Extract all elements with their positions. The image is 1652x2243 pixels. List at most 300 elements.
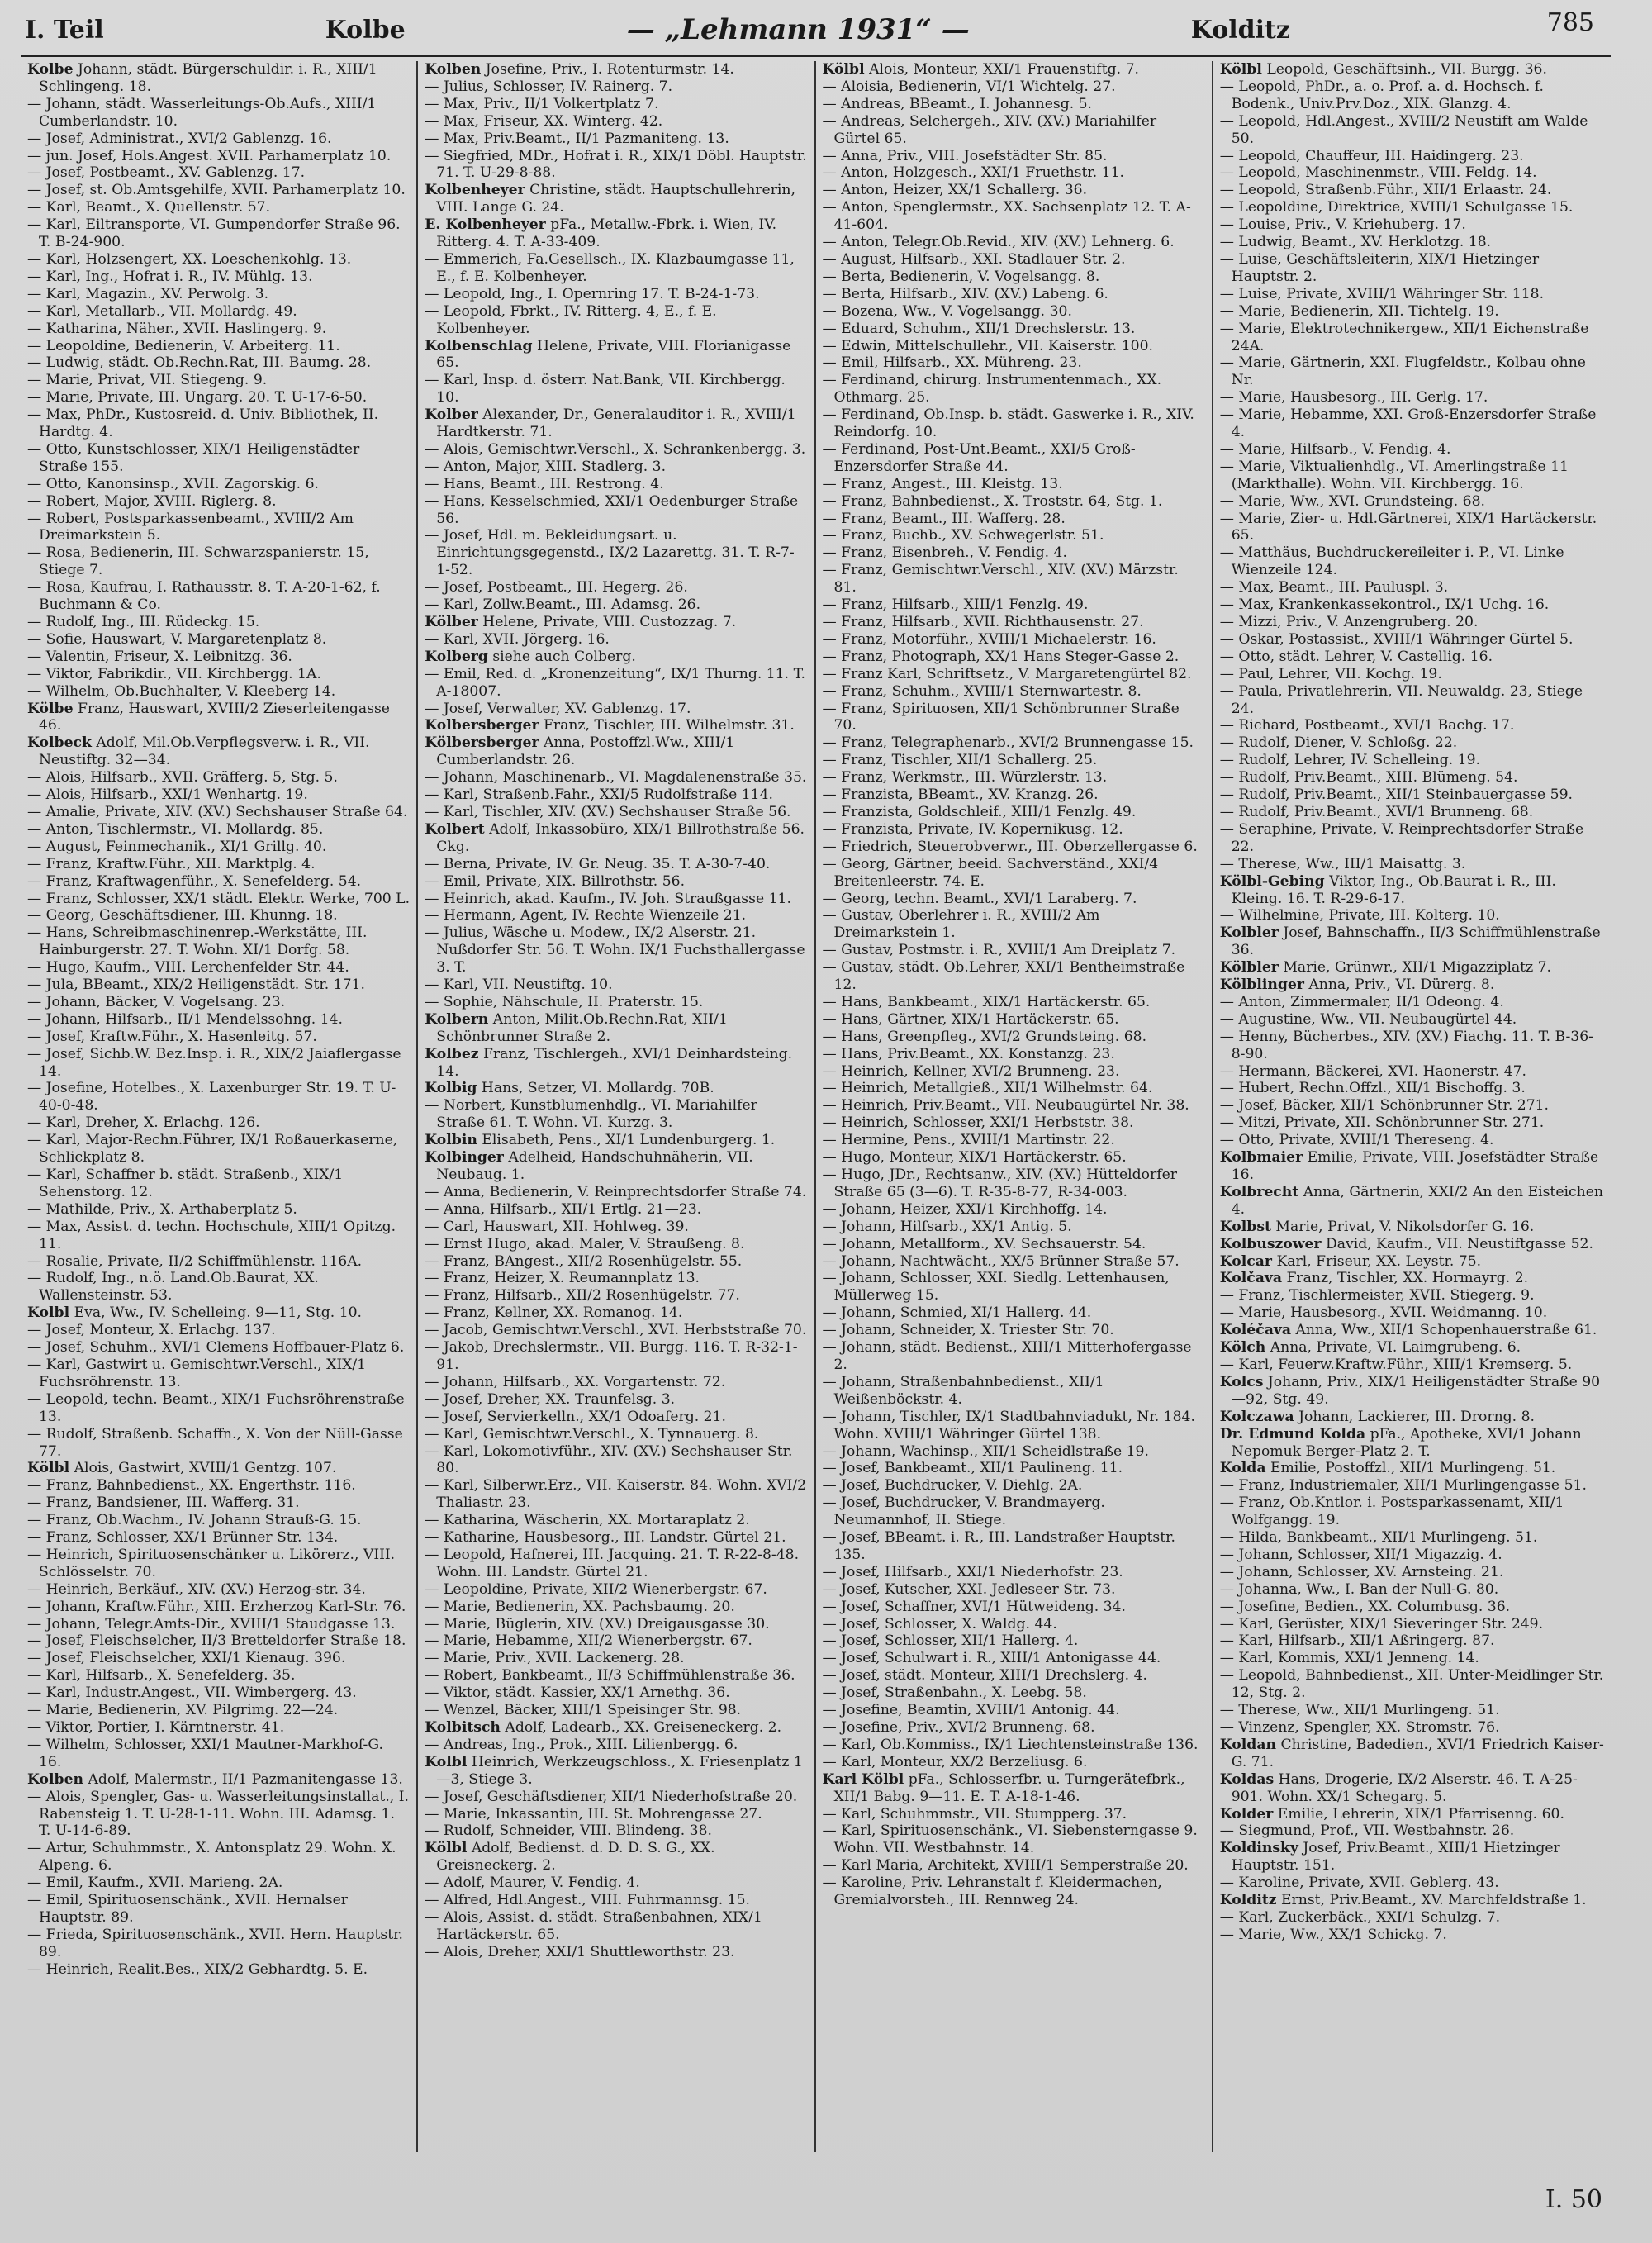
entry-surname: Kolbig [425, 1080, 477, 1097]
entry-text: — Anton, Tischlermstr., VI. Mollardg. 85. [27, 820, 324, 838]
directory-entry [27, 321, 410, 338]
directory-entry [425, 1409, 807, 1426]
entry-text: — Johann, Metallform., XV. Sechsauerstr. 54. [822, 1235, 1146, 1252]
entry-text: — Emmerich, Fa.Gesellsch., IX. Klazbaumgasse 11, E., f. E. Kolbenheyer. [425, 250, 795, 285]
directory-entry [27, 821, 410, 839]
directory-entry [1220, 1409, 1604, 1426]
directory-entry [1220, 1304, 1604, 1322]
entry-text: — Jula, BBeamt., XIX/2 Heiligenstädt. Str. 171. [27, 977, 365, 994]
entry-text: — Josef, Bankbeamt., XII/1 Paulineng. 11. [822, 1460, 1123, 1477]
entry-text: Emilie, Postoffzl., XII/1 Murlingeng. 51. [1270, 1460, 1556, 1477]
directory-entry [27, 649, 410, 666]
entry-surname: Koldas [1219, 1770, 1275, 1788]
entry-text: — Katharina, Näher., XVII. Haslingerg. 9. [27, 320, 327, 337]
entry-text: Anna, Gärtnerin, XXI/2 An den Eisteichen 4. [1231, 1183, 1603, 1218]
directory-entry [823, 1754, 1205, 1771]
directory-entry [823, 372, 1205, 406]
entry-text: — Hans, Greenpfleg., XVI/2 Grundsteing. 68. [822, 1028, 1147, 1045]
entry-surname: Kolbuszower [1219, 1235, 1322, 1252]
directory-entry [27, 1219, 410, 1253]
entry-text: — Henny, Bücherbes., XIV. (XV.) Fiachg. 11. T. B-36-8-90. [1219, 1028, 1593, 1062]
entry-text: — Anton, Major, XIII. Stadlerg. 3. [425, 458, 667, 475]
entry-surname: Kolbinger [425, 1149, 504, 1167]
directory-entry [425, 286, 807, 303]
directory-entry [27, 579, 410, 614]
directory-entry [425, 1391, 807, 1409]
entry-text: Christine, städt. Hauptschullehrerin, VIII. Lange G. 24. [436, 182, 795, 216]
entry-text: — Johanna, Ww., I. Ban der Null-G. 80. [1219, 1580, 1499, 1598]
entry-text: — Karl, Lokomotivführ., XIV. (XV.) Sechshauser Str. 80. [425, 1442, 793, 1477]
entry-text: — Josef, Kraftw.Führ., X. Hasenleitg. 57. [27, 1028, 317, 1045]
entry-text: — Josef, Dreher, XX. Traunfelsg. 3. [425, 1390, 676, 1408]
entry-text: — Franz, Schuhm., XVIII/1 Sternwartestr. 8. [822, 682, 1142, 700]
directory-entry [823, 441, 1205, 476]
entry-text: — Max, Beamt., III. Pauluspl. 3. [1219, 579, 1449, 596]
directory-entry [1220, 1097, 1604, 1114]
entry-text: — Leopold, Maschinenmstr., VIII. Feldg. 14. [1219, 164, 1537, 182]
directory-entry [1220, 1771, 1604, 1806]
entry-text: — Marie, Zier- u. Hdl.Gärtnerei, XIX/1 Hartäckerstr. 65. [1219, 510, 1597, 544]
directory-entry [823, 1029, 1205, 1046]
entry-text: — Karl, Monteur, XX/2 Berzeliusg. 6. [822, 1753, 1088, 1770]
directory-entry [27, 406, 410, 441]
entry-text: — Emil, Spirituosenschänk., XVII. Hernalser Hauptstr. 89. [27, 1892, 348, 1926]
directory-entry [1220, 1132, 1604, 1149]
entry-text: — Franz, Motorführ., XVIII/1 Michaelerstr. 16. [822, 630, 1156, 648]
entry-surname: Kolbert [425, 820, 485, 838]
entry-text: — jun. Josef, Hols.Angest. XVII. Parhamerplatz 10. [27, 147, 392, 164]
directory-entry [425, 1339, 807, 1374]
entry-text: — Rudolf, Diener, V. Schloßg. 22. [1219, 734, 1458, 752]
entry-text: Ernst, Priv.Beamt., XV. Marchfeldstraße 1. [1281, 1892, 1587, 1909]
entry-surname: Kolbler [1219, 924, 1279, 942]
directory-entry [1220, 1426, 1604, 1461]
entry-surname: Kolbl [27, 1304, 70, 1322]
directory-entry [1220, 1927, 1604, 1944]
entry-text: — Karl, Gastwirt u. Gemischtwr.Verschl., XIX/1 Fuchsröhrenstr. 13. [27, 1356, 367, 1390]
entry-text: — Katharina, Wäscherin, XX. Mortaraplatz 2. [425, 1512, 750, 1529]
entry-text: — Hans, Gärtner, XIX/1 Hartäckerstr. 65. [822, 1010, 1119, 1028]
entry-text: siehe auch Colberg. [492, 648, 636, 665]
entry-text: — Siegfried, MDr., Hofrat i. R., XIX/1 Döbl. Hauptstr. 71. T. U-29-8-88. [425, 147, 807, 182]
directory-entry [823, 476, 1205, 493]
entry-text: — Sophie, Nähschule, II. Praterstr. 15. [425, 993, 704, 1010]
directory-entry [27, 1391, 410, 1426]
directory-entry [425, 907, 807, 924]
entry-text: — Franz, Kellner, XX. Romanog. 14. [425, 1304, 683, 1322]
entry-text: Karl, Friseur, XX. Leystr. 75. [1276, 1252, 1482, 1270]
entry-text: — Johann, Schlosser, XV. Arnsteing. 21. [1219, 1563, 1504, 1580]
entry-text: — Josef, Postbeamt., III. Hegerg. 26. [425, 579, 688, 596]
entry-text: — Alfred, Hdl.Angest., VIII. Fuhrmannsg. 15. [425, 1892, 750, 1909]
entry-text: — Rudolf, Priv.Beamt., XII/1 Steinbauergasse 59. [1219, 786, 1573, 804]
entry-text: — Karl, Tischler, XIV. (XV.) Sechshauser Straße 56. [425, 803, 791, 820]
entry-text: — Ferdinand, Post-Unt.Beamt., XXI/5 Groß-Enzersdorfer Straße 44. [822, 440, 1136, 475]
entry-text: — Norbert, Kunstblumenhdlg., VI. Mariahilfer Straße 61. T. Wohn. VI. Kurzg. 3. [425, 1097, 757, 1132]
entry-text: — Heinrich, akad. Kaufm., IV. Joh. Straußgasse 11. [425, 890, 791, 907]
directory-entry [425, 303, 807, 338]
entry-text: — Matthäus, Buchdruckereileiter i. P., VI. Linke Wienzeile 124. [1219, 544, 1564, 579]
entry-surname: Kolbrecht [1219, 1183, 1299, 1200]
entry-text: — Johann, Schneider, X. Triester Str. 70. [822, 1322, 1114, 1339]
directory-entry [425, 891, 807, 908]
directory-entry [1220, 786, 1604, 804]
directory-entry [823, 286, 1205, 303]
entry-text: — Artur, Schuhmmstr., X. Antonsplatz 29. Wohn. X. Alpeng. 6. [27, 1840, 396, 1875]
entry-text: Johann, städt. Bürgerschuldir. i. R., XIII/1 Schlingeng. 18. [39, 61, 377, 95]
entry-text: — August, Hilfsarb., XXI. Stadlauer Str. 2. [822, 250, 1126, 268]
directory-entry [1220, 1011, 1604, 1029]
directory-entry [425, 96, 807, 113]
directory-entry [27, 734, 410, 769]
directory-entry [1220, 856, 1604, 873]
entry-surname: Kolbitsch [425, 1719, 501, 1736]
directory-entry [1220, 717, 1604, 734]
entry-text: — Johann, Hilfsarb., XX/1 Antig. 5. [822, 1218, 1072, 1235]
directory-entry [425, 1184, 807, 1201]
directory-entry [1220, 614, 1604, 631]
directory-entry [425, 216, 807, 251]
directory-entry [823, 182, 1205, 199]
entry-text: — Anton, Heizer, XX/1 Schallerg. 36. [822, 182, 1088, 199]
entry-surname: Kolbern [425, 1010, 489, 1028]
directory-entry [1220, 1149, 1604, 1184]
directory-entry [27, 614, 410, 631]
entry-text: Anna, Priv., VI. Dürerg. 8. [1308, 977, 1495, 994]
directory-entry [425, 1011, 807, 1046]
directory-entry [1220, 389, 1604, 406]
entry-text: — Luise, Geschäftsleiterin, XIX/1 Hietzinger Hauptstr. 2. [1219, 250, 1540, 285]
directory-entry [823, 701, 1205, 735]
directory-entry [425, 1270, 807, 1287]
directory-entry [27, 1322, 410, 1339]
entry-text: — Karl, Schuhmmstr., VII. Stumpperg. 37. [822, 1805, 1127, 1822]
directory-entry [27, 1029, 410, 1046]
entry-text: — Franz, Tischlermeister, XVII. Stiegerg. 9. [1219, 1287, 1535, 1304]
page-number: 785 [1546, 8, 1594, 37]
entry-text: — Karl, Eiltransporte, VI. Gumpendorfer Straße 96. T. B-24-900. [27, 216, 401, 251]
entry-text: — Leopold, PhDr., a. o. Prof. a. d. Hochsch. f. Bodenk., Univ.Prv.Doz., XIX. Glanzg. 4. [1219, 78, 1544, 112]
entry-text: — Franz, Bahnbedienst., XX. Engerthstr. 116. [27, 1477, 356, 1495]
entry-text: — Josef, Administrat., XVI/2 Gablenzg. 16. [27, 130, 332, 147]
directory-entry [823, 1011, 1205, 1029]
entry-text: — Josefine, Beamtin, XVIII/1 Antonig. 44. [822, 1702, 1120, 1719]
directory-entry [27, 372, 410, 389]
directory-entry [823, 527, 1205, 544]
entry-text: — Bozena, Ww., V. Vogelsangg. 30. [822, 302, 1072, 320]
directory-entry [425, 631, 807, 649]
directory-entry [27, 1719, 410, 1737]
entry-text: — Karl, Insp. d. österr. Nat.Bank, VII. Kirchbergg. 10. [425, 372, 786, 406]
entry-text: — Otto, Kunstschlosser, XIX/1 Heiligenstädter Straße 155. [27, 440, 360, 475]
directory-entry [1220, 1114, 1604, 1132]
directory-entry [425, 1719, 807, 1737]
entry-text: — Marie, Bedienerin, XV. Pilgrimg. 22—24. [27, 1702, 339, 1719]
entry-text: — Marie, Hausbesorg., XVII. Weidmanng. 10. [1219, 1304, 1548, 1322]
directory-entry [1220, 1287, 1604, 1304]
directory-entry [823, 1149, 1205, 1167]
entry-text: — Leopold, Ing., I. Opernring 17. T. B-24-1-73. [425, 285, 760, 302]
entry-text: — Marie, Inkassantin, III. St. Mohrengasse 27. [425, 1805, 762, 1822]
directory-entry [1220, 303, 1604, 321]
entry-text: — Johann, Heizer, XXI/1 Kirchhoffg. 14. [822, 1200, 1108, 1218]
directory-entry [1220, 1477, 1604, 1495]
directory-entry [27, 61, 410, 96]
entry-text: — Robert, Postsparkassenbeamt., XVIII/2 Am Dreimarkstein 5. [27, 510, 354, 544]
directory-entry [27, 1167, 410, 1201]
entry-surname: E. Kolbenheyer [425, 216, 546, 234]
directory-entry [823, 1581, 1205, 1599]
entry-text: Anna, Postoffzl.Ww., XIII/1 Cumberlandstr. 26. [436, 734, 735, 769]
directory-entry [425, 1201, 807, 1219]
directory-entry [425, 1685, 807, 1702]
directory-entry [1220, 596, 1604, 614]
entry-text: — Therese, Ww., XII/1 Murlingeng. 51. [1219, 1702, 1500, 1719]
entry-text: — Karoline, Private, XVII. Geblerg. 43. [1219, 1875, 1499, 1892]
entry-text: — Karl, Major-Rechn.Führer, IX/1 Roßauerkaserne, Schlickplatz 8. [27, 1132, 398, 1167]
entry-text: Adelheid, Handschuhnäherin, VII. Neubaug. 1. [436, 1149, 753, 1183]
directory-entry [425, 734, 807, 769]
directory-entry [27, 286, 410, 303]
entry-text: — Hans, Priv.Beamt., XX. Konstanzg. 23. [822, 1045, 1115, 1062]
entry-text: — Josef, Schaffner, XVI/1 Hütweideng. 34. [822, 1598, 1126, 1615]
directory-entry [823, 1719, 1205, 1737]
entry-text: Adolf, Ladearb., XX. Greiseneckerg. 2. [505, 1719, 782, 1736]
entry-text: — Josef, Hdl. m. Bekleidungsart. u. Einrichtungsgegenstd., IX/2 Lazarettg. 31. T. R-7-1-52. [425, 527, 795, 579]
directory-entry [823, 562, 1205, 596]
directory-entry [27, 1892, 410, 1927]
directory-entry [823, 1270, 1205, 1304]
directory-entry [823, 1460, 1205, 1477]
directory-entry [1220, 1909, 1604, 1927]
directory-entry [1220, 769, 1604, 786]
directory-entry [1220, 994, 1604, 1011]
entry-text: — Leopold, techn. Beamt., XIX/1 Fuchsröhrenstraße 13. [27, 1390, 405, 1425]
entry-text: — Leopold, Fbrkt., IV. Ritterg. 4, E., f. E. Kolbenheyer. [425, 302, 717, 337]
entry-text: — Franz, Photograph, XX/1 Hans Steger-Gasse 2. [822, 648, 1180, 665]
entry-text: — Franz, Telegraphenarb., XVI/2 Brunnengasse 15. [822, 734, 1194, 752]
entry-text: — Marie, Hilfsarb., V. Fendig. 4. [1219, 440, 1451, 458]
directory-entry [27, 268, 410, 286]
directory-entry [823, 994, 1205, 1011]
column-2 [418, 61, 815, 2152]
entry-text: — Otto, städt. Lehrer, V. Castellig. 16. [1219, 648, 1493, 665]
directory-entry [425, 338, 807, 373]
entry-text: — Aloisia, Bedienerin, VI/1 Wichtelg. 27. [822, 78, 1116, 95]
entry-text: — Heinrich, Metallgieß., XII/1 Wilhelmstr. 64. [822, 1080, 1153, 1097]
entry-text: — Josef, Buchdrucker, V. Diehlg. 2A. [822, 1477, 1083, 1495]
entry-surname: Kolčava [1219, 1270, 1283, 1287]
entry-text: — Wilhelmine, Private, III. Kolterg. 10. [1219, 907, 1500, 924]
directory-entry [27, 1875, 410, 1892]
entry-text: — Max, PhDr., Kustosreid. d. Univ. Bibliothek, II. Hardtg. 4. [27, 406, 379, 441]
directory-entry [1220, 1875, 1604, 1892]
directory-entry [425, 78, 807, 96]
directory-entry [1220, 734, 1604, 752]
entry-text: — Katharine, Hausbesorg., III. Landstr. Gürtel 21. [425, 1529, 786, 1547]
column-1 [21, 61, 418, 2152]
directory-entry [823, 631, 1205, 649]
directory-entry [1220, 1840, 1604, 1875]
directory-entry [1220, 1322, 1604, 1339]
directory-entry [425, 924, 807, 977]
entry-text: — Otto, Private, XVIII/1 Thereseng. 4. [1219, 1132, 1494, 1149]
entry-text: Franz, Hauswart, XVIII/2 Zieserleitengasse 46. [39, 700, 390, 734]
directory-entry [1220, 649, 1604, 666]
entry-text: — Johann, Maschinenarb., VI. Magdalenenstraße 35. [425, 769, 807, 786]
directory-entry [823, 406, 1205, 441]
directory-entry [425, 441, 807, 459]
entry-text: — Viktor, städt. Kassier, XX/1 Arnethg. 36. [425, 1685, 730, 1702]
directory-entry [27, 1011, 410, 1029]
directory-entry [27, 441, 410, 476]
directory-entry [27, 1685, 410, 1702]
entry-text: — Karl, Kommis, XXI/1 Jenneng. 14. [1219, 1650, 1479, 1667]
part-label: I. Teil [25, 15, 104, 45]
entry-text: — Viktor, Portier, I. Kärntnerstr. 41. [27, 1719, 285, 1736]
directory-entry [1220, 1236, 1604, 1253]
entry-text: — Rosa, Bedienerin, III. Schwarzspanierstr. 15, Stiege 7. [27, 544, 369, 579]
directory-entry [823, 1253, 1205, 1271]
directory-entry [823, 268, 1205, 286]
entry-text: — Eduard, Schuhm., XII/1 Drechslerstr. 13. [822, 320, 1136, 337]
directory-entry [823, 1132, 1205, 1149]
entry-text: — Karl, Zollw.Beamt., III. Adamsg. 26. [425, 596, 701, 614]
directory-entry [27, 977, 410, 994]
directory-entry [1220, 216, 1604, 234]
directory-entry [823, 493, 1205, 511]
entry-surname: Kolda [1219, 1460, 1266, 1477]
entry-text: — Marie, Viktualienhdlg., VI. Amerlingstraße 11 (Markthalle). Wohn. VII. Kirchbergg. 16. [1219, 458, 1569, 492]
directory-columns [21, 61, 1611, 2152]
entry-text: — Berta, Bedienerin, V. Vogelsangg. 8. [822, 268, 1100, 285]
directory-entry [1220, 1184, 1604, 1219]
entry-text: Adolf, Malermstr., II/1 Pazmanitengasse 13. [88, 1770, 403, 1788]
entry-text: — Karl, Spirituosenschänk., VI. Siebensterngasse 9. Wohn. VII. Westbahnstr. 14. [822, 1822, 1198, 1857]
entry-text: David, Kaufm., VII. Neustiftgasse 52. [1325, 1235, 1593, 1252]
directory-entry [823, 1236, 1205, 1253]
entry-text: — Johann, Schmied, XI/1 Hallerg. 44. [822, 1304, 1092, 1322]
directory-entry [27, 1616, 410, 1633]
entry-text: — Johann, Schlosser, XXI. Siedlg. Lettenhausen, Müllerweg 15. [822, 1270, 1170, 1304]
entry-text: — Gustav, Oberlehrer i. R., XVIII/2 Am Dreimarkstein 1. [822, 907, 1100, 942]
column-3 [816, 61, 1213, 2152]
directory-entry [425, 1840, 807, 1875]
directory-entry [27, 1667, 410, 1685]
entry-text: — Mathilde, Priv., X. Arthaberplatz 5. [27, 1200, 297, 1218]
directory-entry [1220, 1460, 1604, 1477]
entry-text: — Josef, Schuhm., XVI/1 Clemens Hoffbauer-Platz 6. [27, 1339, 405, 1357]
directory-entry [1220, 321, 1604, 355]
entry-text: — Anton, Holzgesch., XXI/1 Fruethstr. 11. [822, 164, 1124, 182]
directory-entry [1220, 61, 1604, 78]
entry-text: — Marie, Hebamme, XII/2 Wienerbergstr. 67. [425, 1632, 752, 1650]
directory-entry [425, 1080, 807, 1097]
directory-entry [823, 734, 1205, 752]
directory-entry [27, 994, 410, 1011]
entry-text: — Gustav, Postmstr. i. R., XVIII/1 Am Dreiplatz 7. [822, 942, 1176, 959]
entry-text: — Robert, Major, XVIII. Riglerg. 8. [27, 492, 277, 510]
entry-text: — Karl, Dreher, X. Erlachg. 126. [27, 1114, 260, 1132]
directory-entry [823, 1374, 1205, 1409]
entry-text: — Marie, Ww., XVI. Grundsteing. 68. [1219, 492, 1485, 510]
directory-entry [1220, 1374, 1604, 1409]
entry-text: — Franz, Hilfsarb., XII/2 Rosenhügelstr. 77. [425, 1287, 740, 1304]
entry-surname: Kölblinger [1219, 977, 1304, 994]
directory-entry [27, 1840, 410, 1875]
directory-entry [823, 1322, 1205, 1339]
entry-text: — Hans, Beamt., III. Restrong. 4. [425, 475, 664, 492]
entry-text: — Franz, Bandsiener, III. Wafferg. 31. [27, 1495, 300, 1512]
directory-entry [27, 856, 410, 873]
directory-entry [823, 1477, 1205, 1495]
entry-surname: Kolbez [425, 1045, 479, 1062]
directory-entry [1220, 683, 1604, 718]
directory-entry [1220, 1219, 1604, 1236]
directory-entry [27, 1460, 410, 1477]
entry-text: — Rudolf, Ing., III. Rüdeckg. 15. [27, 614, 260, 630]
directory-entry [27, 1771, 410, 1789]
entry-text: — Hermann, Bäckerei, XVI. Haonerstr. 47. [1219, 1062, 1527, 1080]
entry-text: — Josef, Bäcker, XII/1 Schönbrunner Str. 271. [1219, 1097, 1550, 1114]
directory-entry [27, 354, 410, 372]
entry-surname: Kolbeck [27, 734, 92, 752]
directory-entry [425, 1046, 807, 1081]
entry-text: — Franz, Hilfsarb., XIII/1 Fenzlg. 49. [822, 596, 1089, 614]
entry-text: — Franzista, BBeamt., XV. Kranzg. 26. [822, 786, 1099, 804]
directory-entry [27, 164, 410, 182]
directory-entry [425, 804, 807, 821]
entry-text: — Richard, Postbeamt., XVI/1 Bachg. 17. [1219, 717, 1515, 734]
entry-text: — Rosa, Kaufrau, I. Rathausstr. 8. T. A-20-1-62, f. Buchmann & Co. [27, 579, 381, 614]
directory-entry [425, 113, 807, 131]
entry-text: — Franz, Buchb., XV. Schwegerlstr. 51. [822, 527, 1104, 544]
entry-surname: Kölbl [27, 1460, 70, 1477]
entry-text: — Josef, Schlosser, X. Waldg. 44. [822, 1615, 1057, 1632]
directory-entry [823, 234, 1205, 251]
directory-entry [823, 113, 1205, 148]
entry-text: — Karl, Schaffner b. städt. Straßenb., XIX/1 Sehenstorg. 12. [27, 1167, 344, 1200]
entry-text: Helene, Private, VIII. Florianigasse 65. [436, 337, 791, 372]
directory-entry [823, 1304, 1205, 1322]
directory-entry [425, 596, 807, 614]
entry-text: — Georg, techn. Beamt., XVI/1 Laraberg. 7. [822, 890, 1137, 907]
directory-entry [1220, 441, 1604, 459]
directory-entry [27, 701, 410, 735]
directory-entry [27, 683, 410, 701]
entry-text: — Franz, Kraftwagenführ., X. Senefelderg. 54. [27, 872, 362, 890]
directory-entry [425, 527, 807, 579]
entry-surname: Kolberg [425, 648, 488, 665]
directory-entry [27, 1114, 410, 1132]
entry-text: — Franz, Beamt., III. Wafferg. 28. [822, 510, 1066, 527]
directory-entry [425, 1322, 807, 1339]
entry-text: pFa., Schlosserfbr. u. Turngerätefbrk., XII/1 Babg. 9—11. E. T. A-18-1-46. [833, 1770, 1185, 1805]
directory-entry [823, 1616, 1205, 1633]
entry-text: — Johann, Tischler, IX/1 Stadtbahnviadukt, Nr. 184. Wohn. XVIII/1 Währinger Gürtel 138. [822, 1408, 1195, 1442]
entry-text: — Johann, städt. Wasserleitungs-Ob.Aufs., XIII/1 Cumberlandstr. 10. [27, 95, 377, 130]
entry-text: — Paul, Lehrer, VII. Kochg. 19. [1219, 665, 1442, 682]
entry-text: — Hubert, Rechn.Offzl., XII/1 Bischoffg. 3. [1219, 1080, 1526, 1097]
directory-entry [1220, 354, 1604, 389]
entry-surname: Kolditz [1219, 1892, 1277, 1909]
directory-entry [823, 856, 1205, 891]
directory-entry [1220, 1564, 1604, 1581]
directory-entry [823, 1114, 1205, 1132]
entry-text: — Josef, Fleischselcher, II/3 Bretteldorfer Straße 18. [27, 1632, 406, 1650]
entry-surname: Kolcar [1219, 1252, 1272, 1270]
entry-text: — Josef, Straßenbahn., X. Leebg. 58. [822, 1685, 1087, 1702]
